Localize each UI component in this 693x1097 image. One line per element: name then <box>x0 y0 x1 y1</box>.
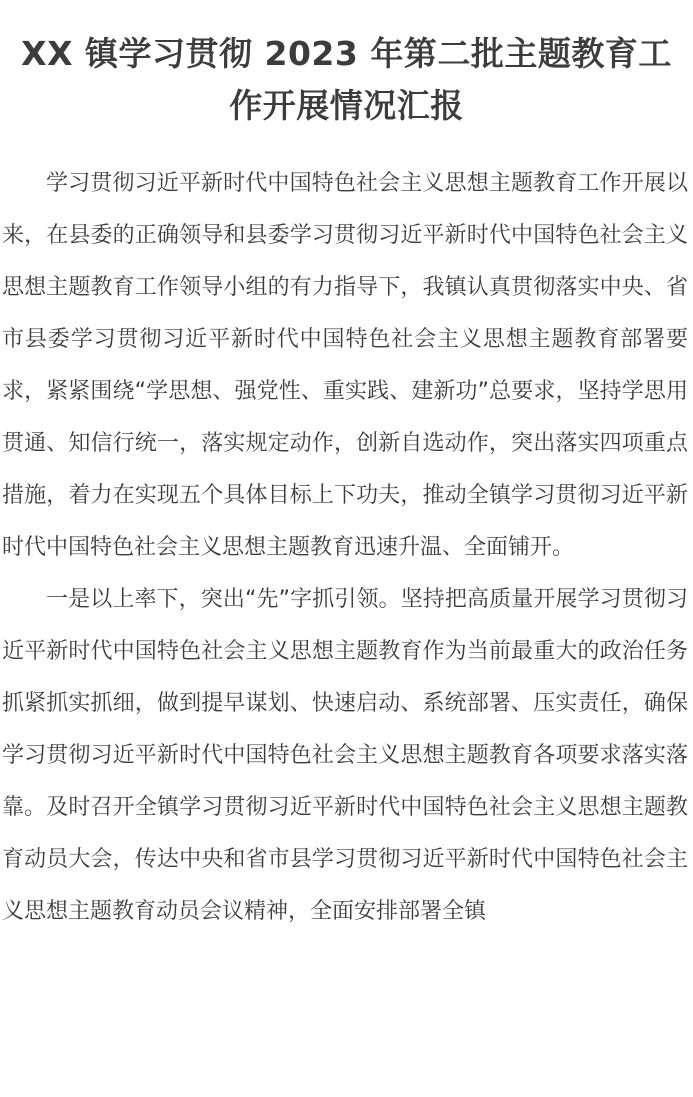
paragraph-point-one: 一是以上率下，突出“先”字抓引领。坚持把高质量开展学习贯彻习近平新时代中国特色社会主义思想主题教育作为当前最重大的政治任务抓紧抓实抓细，做到提早谋划、快速启动、系统部署、压实责任，确保学习贯彻习近平新时代中国特色社会主义思想主题教育各项要求落实落靠。及时召开全镇学习贯彻习近平新时代中国特色社会主义思想主题教育动员大会，传达中央和省市县学习贯彻习近平新时代中国特色社会主义思想主题教育动员会议精神，全面安排部署全镇 <box>2 587 688 924</box>
document-title <box>0 0 693 132</box>
document-title-line-2: 作开展情况汇报 <box>229 86 464 125</box>
document-body <box>2 158 688 938</box>
document-title-line-1: XX 镇学习贯彻 2023 年第二批主题教育工 <box>21 34 672 73</box>
paragraph-intro: 学习贯彻习近平新时代中国特色社会主义思想主题教育工作开展以来，在县委的正确领导和县委学习贯彻习近平新时代中国特色社会主义思想主题教育工作领导小组的有力指导下，我镇认真贯彻落实中央、省市县委学习贯彻习近平新时代中国特色社会主义思想主题教育部署要求，紧紧围绕“学思想、强党性、重实践、建新功”总要求，坚持学思用贯通、知信行统一，落实规定动作，创新自选动作，突出落实四项重点措施，着力在实现五个具体目标上下功夫，推动全镇学习贯彻习近平新时代中国特色社会主义思想主题教育迅速升温、全面铺开。 <box>2 171 688 560</box>
